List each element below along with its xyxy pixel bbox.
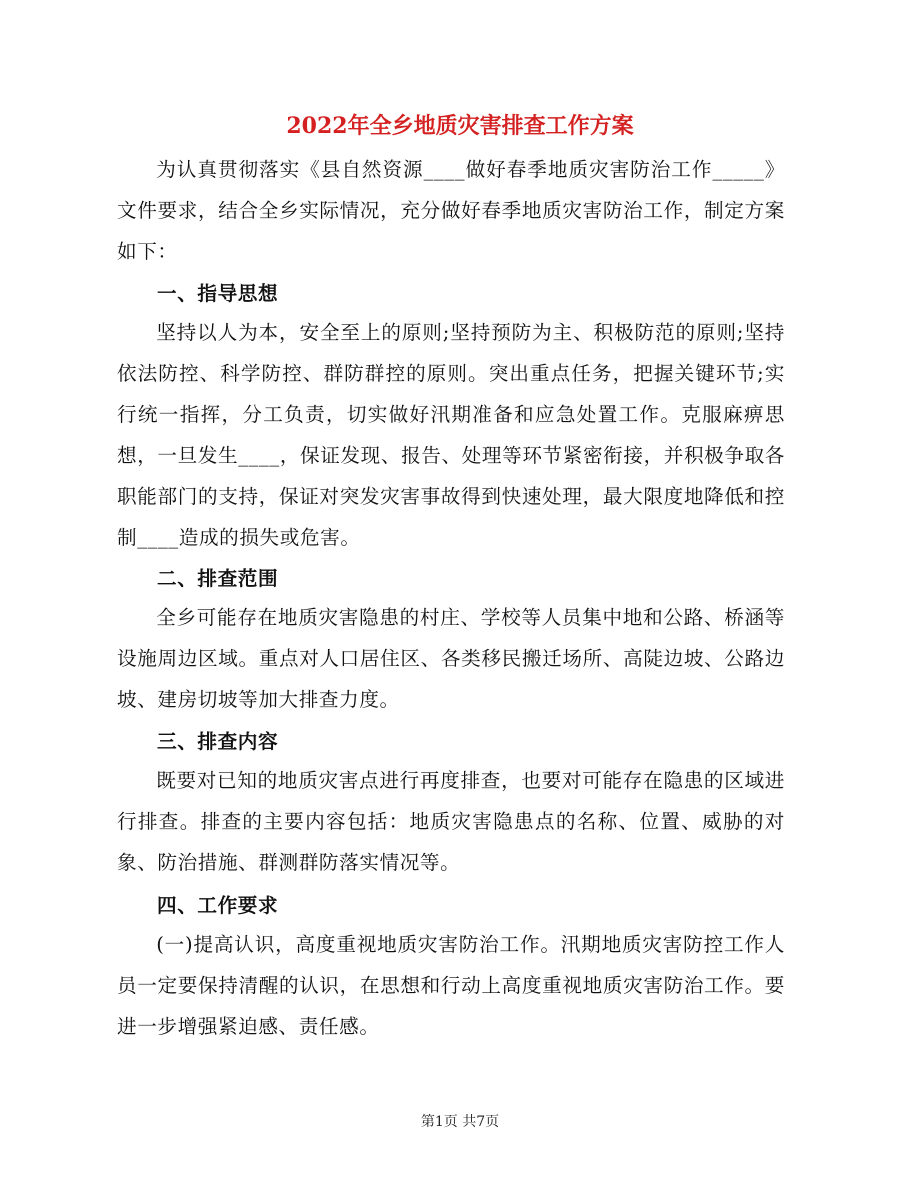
intro-paragraph — [117, 149, 785, 272]
section-body-work-requirements — [117, 924, 785, 1047]
document-title: 2022年全乡地质灾害排查工作方案 — [286, 113, 634, 139]
section-heading-investigation-scope: 二、排查范围 — [157, 567, 279, 590]
page-number-footer: 第1页 共7页 — [420, 1114, 500, 1130]
section-text: 全乡可能存在地质灾害隐患的村庄、学校等人员集中地和公路、桥涵等设施周边区域。重点对人口居住区、各类移民搬迁场所、高陡边坡、公路边坡、建房切坡等加大排查力度。 — [117, 606, 785, 711]
section-body-investigation-scope — [117, 597, 785, 720]
section-heading-investigation-content: 三、排查内容 — [157, 730, 279, 753]
intro-text: 为认真贯彻落实《县自然资源____做好春季地质灾害防治工作_____》文件要求，结合全乡实际情况，充分做好春季地质灾害防治工作，制定方案如下： — [117, 158, 785, 263]
section-heading-work-requirements: 四、工作要求 — [157, 894, 279, 917]
section-body-guiding-ideology — [117, 312, 785, 558]
section-body-investigation-content — [117, 760, 785, 883]
section-text: (一)提高认识，高度重视地质灾害防治工作。汛期地质灾害防控工作人员一定要保持清醒的认识，在思想和行动上高度重视地质灾害防治工作。要进一步增强紧迫感、责任感。 — [117, 933, 785, 1038]
section-text: 既要对已知的地质灾害点进行再度排查，也要对可能存在隐患的区域进行排查。排查的主要内容包括：地质灾害隐患点的名称、位置、威胁的对象、防治措施、群测群防落实情况等。 — [117, 769, 785, 874]
section-heading-guiding-ideology: 一、指导思想 — [157, 282, 279, 305]
section-text: 坚持以人为本，安全至上的原则;坚持预防为主、积极防范的原则;坚持依法防控、科学防控、群防群控的原则。突出重点任务，把握关键环节;实行统一指挥，分工负责，切实做好汛期准备和应急处置工作。克服麻痹思想，一旦发生____，保证发现、报告、处理等环节紧密衔接，并积极争取各职能部门的支持，保证对突发灾害事故得到快速处理，最大限度地降低和控制____造成的损失或危害。 — [117, 321, 785, 549]
